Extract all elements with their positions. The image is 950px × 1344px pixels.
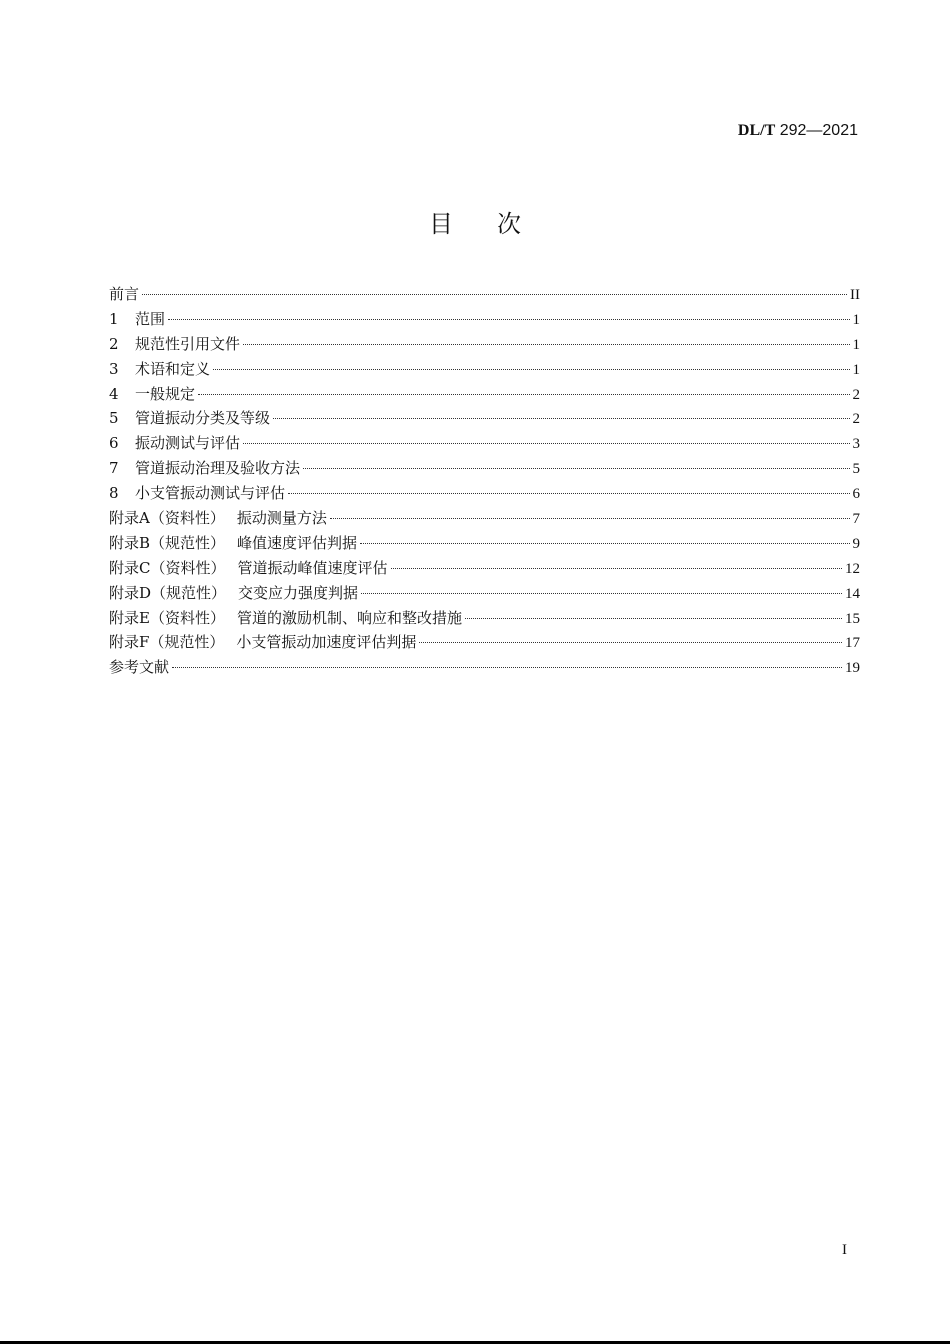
toc-entry-page: 7 bbox=[852, 511, 860, 528]
toc-entry-subtitle: 管道振动峰值速度评估 bbox=[237, 558, 388, 577]
toc-entry-subtitle: 管道的激励机制、响应和整改措施 bbox=[236, 608, 462, 627]
toc-entry-label bbox=[109, 283, 139, 304]
toc-dot-leader bbox=[465, 618, 842, 619]
toc-entry-number: 2 bbox=[109, 334, 119, 353]
toc-entry[interactable] bbox=[109, 358, 860, 383]
toc-entry-page: 17 bbox=[845, 635, 860, 652]
toc-entry-page: 14 bbox=[845, 585, 860, 602]
toc-dot-leader bbox=[172, 667, 842, 668]
toc-entry[interactable] bbox=[109, 507, 860, 532]
toc-dot-leader bbox=[273, 418, 849, 419]
toc-entry-subtitle: 小支管振动加速度评估判据 bbox=[236, 633, 417, 652]
toc-entry-title: 附录B（规范性） bbox=[109, 533, 226, 552]
toc-dot-leader bbox=[391, 568, 843, 569]
toc-entry[interactable] bbox=[109, 532, 860, 557]
toc-entry[interactable] bbox=[109, 557, 860, 582]
toc-entry-title: 附录E（资料性） bbox=[109, 608, 225, 627]
toc-entry-number: 5 bbox=[109, 409, 119, 428]
toc-dot-leader bbox=[330, 518, 850, 519]
toc-entry-page: 3 bbox=[852, 436, 860, 453]
toc-entry-title: 前言 bbox=[109, 285, 140, 303]
toc-entry-number: 1 bbox=[109, 309, 119, 328]
toc-title: 目次 bbox=[429, 210, 565, 238]
toc-entry-label bbox=[109, 656, 169, 677]
standard-code bbox=[738, 122, 858, 140]
toc-entry-title: 一般规定 bbox=[135, 384, 196, 403]
toc-entry[interactable] bbox=[109, 631, 860, 656]
toc-entry[interactable] bbox=[109, 482, 860, 507]
toc-entry-number: 3 bbox=[109, 359, 119, 378]
toc-entry-page: 2 bbox=[852, 386, 860, 403]
toc-dot-leader bbox=[419, 642, 842, 643]
toc-entry-label bbox=[109, 607, 462, 628]
toc-entry-title: 振动测试与评估 bbox=[135, 434, 241, 453]
toc-entry-label bbox=[109, 582, 358, 603]
toc-entry-title: 规范性引用文件 bbox=[135, 334, 241, 353]
toc-entry-label bbox=[109, 631, 416, 652]
toc-entry-title: 管道振动分类及等级 bbox=[135, 409, 271, 428]
toc-entry-page: 15 bbox=[845, 610, 860, 627]
toc-dot-leader bbox=[303, 468, 849, 469]
toc-entry-page: 2 bbox=[852, 411, 860, 428]
standard-number: 292—2021 bbox=[779, 122, 858, 139]
toc-entry-label bbox=[109, 532, 357, 553]
toc-entry[interactable] bbox=[109, 283, 860, 308]
toc-entry-page: 9 bbox=[852, 535, 860, 552]
toc-dot-leader bbox=[198, 394, 849, 395]
toc-entry-subtitle: 峰值速度评估判据 bbox=[237, 533, 358, 552]
toc-entry[interactable] bbox=[109, 383, 860, 408]
toc-entry-title: 附录C（资料性） bbox=[109, 558, 226, 577]
toc-entry-title: 管道振动治理及验收方法 bbox=[135, 459, 301, 478]
toc-dot-leader bbox=[361, 593, 842, 594]
toc-entry-title: 附录F（规范性） bbox=[109, 633, 225, 652]
toc-entry-label bbox=[109, 308, 165, 329]
toc-entry-page: 1 bbox=[852, 361, 860, 378]
table-of-contents bbox=[109, 283, 860, 681]
toc-entry-label bbox=[109, 482, 285, 503]
toc-entry-number: 8 bbox=[109, 484, 119, 503]
toc-dot-leader bbox=[213, 369, 849, 370]
toc-entry-title: 术语和定义 bbox=[135, 359, 211, 378]
toc-entry-label bbox=[109, 358, 210, 379]
toc-entry-label bbox=[109, 557, 388, 578]
toc-entry-page: 12 bbox=[845, 560, 860, 577]
toc-entry-title: 范围 bbox=[135, 309, 166, 328]
toc-entry-page: 1 bbox=[852, 311, 860, 328]
toc-entry-title: 小支管振动测试与评估 bbox=[135, 484, 286, 503]
standard-prefix: DL/T bbox=[737, 122, 776, 139]
toc-dot-leader bbox=[360, 543, 849, 544]
toc-dot-leader bbox=[288, 493, 849, 494]
toc-dot-leader bbox=[168, 319, 849, 320]
toc-entry[interactable] bbox=[109, 457, 860, 482]
toc-entry-page: 19 bbox=[845, 660, 860, 677]
toc-entry-subtitle: 振动测量方法 bbox=[236, 509, 327, 528]
toc-entry-label bbox=[109, 333, 240, 354]
toc-dot-leader bbox=[142, 294, 847, 295]
toc-dot-leader bbox=[243, 344, 849, 345]
toc-entry-number: 7 bbox=[109, 459, 119, 478]
toc-dot-leader bbox=[243, 443, 849, 444]
toc-entry[interactable] bbox=[109, 407, 860, 432]
toc-entry-page: II bbox=[850, 287, 860, 303]
toc-entry-title: 附录D（规范性） bbox=[109, 583, 227, 602]
toc-entry[interactable] bbox=[109, 582, 860, 607]
toc-entry-number: 4 bbox=[109, 384, 119, 403]
page-number: I bbox=[842, 1242, 847, 1258]
toc-entry-subtitle: 交变应力强度判据 bbox=[238, 583, 359, 602]
toc-entry[interactable] bbox=[109, 607, 860, 632]
toc-entry-number: 6 bbox=[109, 434, 119, 453]
toc-entry[interactable] bbox=[109, 432, 860, 457]
toc-entry-page: 6 bbox=[852, 486, 860, 503]
toc-entry[interactable] bbox=[109, 656, 860, 681]
toc-entry[interactable] bbox=[109, 308, 860, 333]
toc-entry-page: 5 bbox=[852, 461, 860, 478]
toc-entry-page: 1 bbox=[852, 336, 860, 353]
toc-entry-label bbox=[109, 507, 327, 528]
toc-entry-label bbox=[109, 457, 300, 478]
toc-entry-label bbox=[109, 432, 240, 453]
toc-entry[interactable] bbox=[109, 333, 860, 358]
toc-entry-title: 附录A（资料性） bbox=[109, 509, 225, 528]
toc-entry-label bbox=[109, 383, 195, 404]
toc-entry-title: 参考文献 bbox=[109, 658, 170, 677]
toc-entry-label bbox=[109, 407, 270, 428]
